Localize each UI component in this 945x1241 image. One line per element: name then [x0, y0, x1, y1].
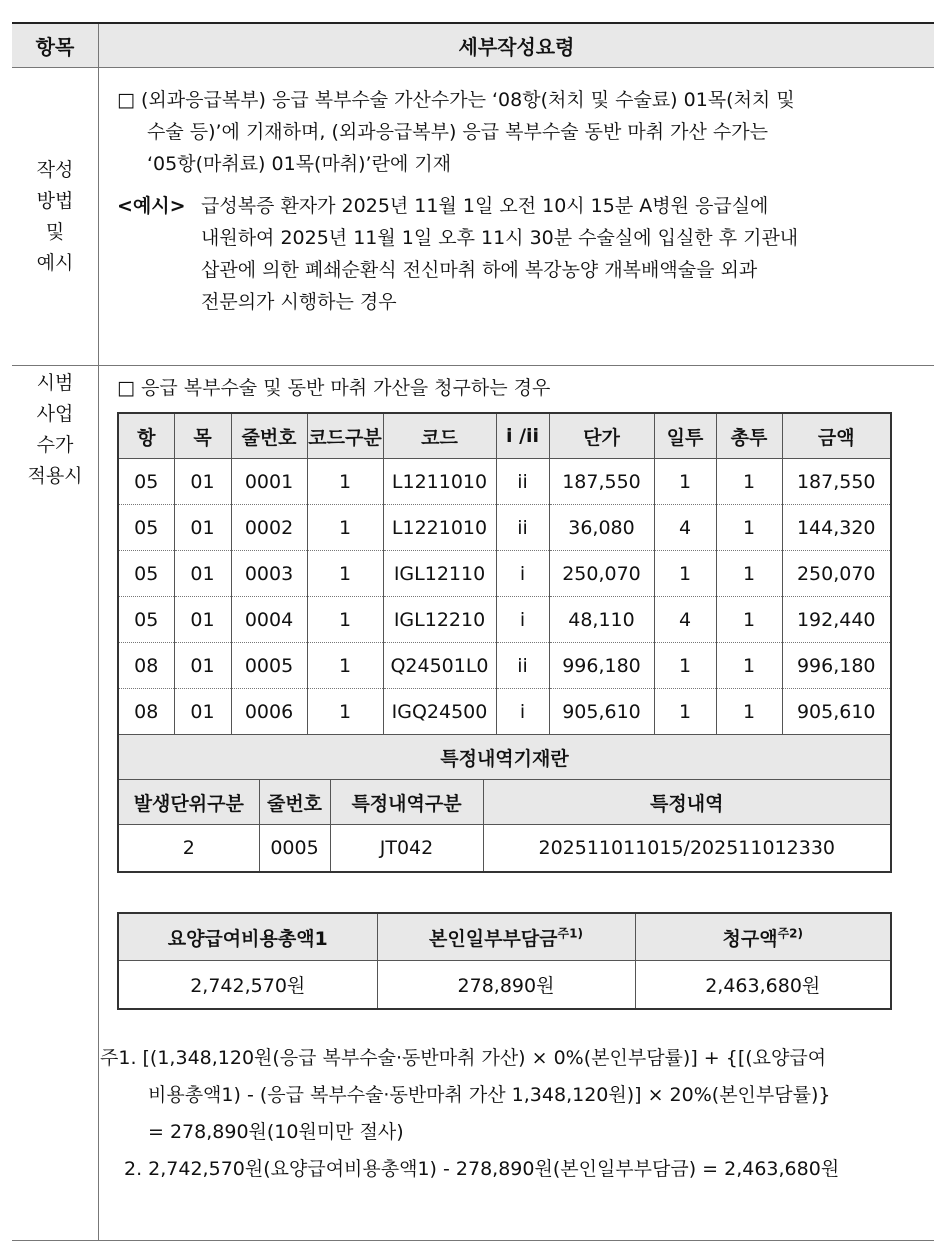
table-cell: 250,070 [549, 551, 654, 597]
example-block [99, 180, 934, 318]
table-cell: 2 [118, 825, 259, 873]
table-cell: L1211010 [383, 459, 496, 505]
table-cell: 01 [174, 643, 231, 689]
table-cell: 1 [716, 597, 782, 643]
table-cell: 1 [716, 505, 782, 551]
table-cell: 905,610 [549, 689, 654, 736]
table-cell: 0002 [231, 505, 307, 551]
table-header-row [118, 913, 891, 961]
example-line: 급성복증 환자가 2025년 11월 1일 오전 10시 15분 A병원 응급실에 [201, 195, 769, 217]
table-cell: 1 [307, 689, 383, 736]
table-cell: Q24501L0 [383, 643, 496, 689]
table-cell: 36,080 [549, 505, 654, 551]
table-cell: 05 [118, 505, 174, 551]
table-row [118, 505, 891, 551]
table-cell: 08 [118, 643, 174, 689]
table-cell: ii [496, 643, 549, 689]
header-details: 세부작성요령 [458, 35, 575, 59]
table-cell: 187,550 [549, 459, 654, 505]
example-line: 전문의가 시행하는 경우 [201, 291, 397, 313]
column-header: 단가 [549, 413, 654, 459]
table-cell: i [496, 551, 549, 597]
column-header: i /ii [496, 413, 549, 459]
column-header: 줄번호 [231, 413, 307, 459]
table-cell: 1 [716, 689, 782, 736]
table-row [118, 459, 891, 505]
note-line: 비용총액1) - (응급 복부수술·동반마취 가산 1,348,120원)] × 20%(본인부담률)} [148, 1084, 831, 1106]
table-cell: 08 [118, 689, 174, 736]
label-line: 적용시 [27, 465, 83, 487]
claim-amount: 2,463,680원 [635, 961, 891, 1010]
table-cell: 187,550 [782, 459, 891, 505]
column-header: 항 [118, 413, 174, 459]
table-cell: IGL12110 [383, 551, 496, 597]
special-details-table [117, 734, 892, 873]
table-cell: 1 [307, 551, 383, 597]
table-cell: 996,180 [549, 643, 654, 689]
table-cell: 144,320 [782, 505, 891, 551]
table-cell: IGL12210 [383, 597, 496, 643]
claim-lines-table [117, 412, 892, 736]
column-header: 코드 [383, 413, 496, 459]
note-line: 2. 2,742,570원(요양급여비용총액1) - 278,890원(본인일부부담금) = 2,463,680원 [124, 1158, 840, 1180]
column-header: 특정내역 [483, 780, 891, 825]
table-row [118, 961, 891, 1010]
table-cell: ii [496, 505, 549, 551]
table-cell: ii [496, 459, 549, 505]
claim-lines-body [118, 459, 891, 736]
copay-amount: 278,890원 [377, 961, 635, 1010]
table-row [118, 597, 891, 643]
column-header: 금액 [782, 413, 891, 459]
table-row [118, 643, 891, 689]
note-line: = 278,890원(10원미만 절사) [148, 1121, 404, 1143]
table-row [118, 689, 891, 736]
column-header: 발생단위구분 [118, 780, 259, 825]
column-header: 청구액$^{주2)}$ [635, 913, 891, 961]
label-line: 수가 [36, 434, 74, 456]
table-cell: 1 [307, 459, 383, 505]
table-header-row [118, 780, 891, 825]
column-header: 줄번호 [259, 780, 330, 825]
table-cell: 1 [716, 643, 782, 689]
table-header-row [118, 413, 891, 459]
table-cell: 996,180 [782, 643, 891, 689]
label-line: 및 [45, 220, 65, 243]
example-line: 내원하여 2025년 11월 1일 오후 11시 30분 수술실에 입실한 후 기관내 [201, 227, 799, 249]
example-tag: <예시> [117, 195, 186, 217]
table-header [12, 22, 934, 68]
table-cell: 1 [716, 459, 782, 505]
column-header: 요양급여비용총액1 [118, 913, 377, 961]
column-header: 본인일부부담금$^{주1)}$ [377, 913, 635, 961]
column-header: 코드구분 [307, 413, 383, 459]
table-cell: 1 [654, 459, 716, 505]
table-cell: 0004 [231, 597, 307, 643]
table-cell: 01 [174, 505, 231, 551]
table-cell: JT042 [330, 825, 483, 873]
column-header: 일투 [654, 413, 716, 459]
label-line: 방법 [36, 189, 74, 212]
table-cell: 192,440 [782, 597, 891, 643]
section1-label [12, 68, 99, 365]
table-cell: 1 [654, 643, 716, 689]
table-cell: 01 [174, 597, 231, 643]
column-header: 목 [174, 413, 231, 459]
table-cell: 4 [654, 597, 716, 643]
label-line: 시범 [36, 372, 74, 394]
table-cell: 1 [307, 643, 383, 689]
footnote-marker: 주2) [777, 926, 803, 941]
table-cell: 0006 [231, 689, 307, 736]
table-cell: 0001 [231, 459, 307, 505]
column-header: 특정내역구분 [330, 780, 483, 825]
table-cell: 1 [716, 551, 782, 597]
table-cell: 4 [654, 505, 716, 551]
header-item: 항목 [12, 24, 99, 67]
table-cell: 05 [118, 597, 174, 643]
table-row [118, 551, 891, 597]
table-cell: 1 [307, 597, 383, 643]
table-cell: 01 [174, 551, 231, 597]
table-cell: 1 [654, 551, 716, 597]
table-cell: 05 [118, 459, 174, 505]
paragraph-line: 수술 등)’에 기재하며, (외과응급복부) 응급 복부수술 동반 마취 가산 수가는 [147, 121, 768, 143]
example-body [201, 190, 798, 318]
table-cell: 01 [174, 459, 231, 505]
table-cell: L1221010 [383, 505, 496, 551]
table-cell: 1 [307, 505, 383, 551]
table-cell: 905,610 [782, 689, 891, 736]
section1-content [99, 68, 934, 365]
section2-label [12, 366, 99, 1240]
table-row [118, 825, 891, 873]
table-cell: IGQ24500 [383, 689, 496, 736]
paragraph-line: □ (외과응급복부) 응급 복부수술 가산수가는 ‘08항(처치 및 수술료) 01목(처치 및 [117, 89, 795, 111]
note-line: 주1. [(1,348,120원(응급 복부수술·동반마취 가산) × 0%(본인부담률)] + {[(요양급여 [100, 1047, 827, 1069]
table-cell: 01 [174, 689, 231, 736]
table-cell: 1 [654, 689, 716, 736]
total-amount: 2,742,570원 [118, 961, 377, 1010]
footnotes [100, 1040, 920, 1188]
table-cell: 48,110 [549, 597, 654, 643]
table-cell: i [496, 689, 549, 736]
table-cell: 05 [118, 551, 174, 597]
instruction-paragraph [99, 68, 934, 180]
section-method-example [12, 68, 934, 366]
label-line: 사업 [36, 403, 74, 425]
amount-summary-table [117, 912, 892, 1010]
table-cell: 0003 [231, 551, 307, 597]
label-line: 예시 [36, 251, 74, 274]
special-details-title: 특정내역기재란 [118, 735, 891, 780]
table-cell: i [496, 597, 549, 643]
table-cell: 202511011015/202511012330 [483, 825, 891, 873]
paragraph-line: ‘05항(마취료) 01목(마취)’란에 기재 [147, 153, 452, 175]
example-line: 삽관에 의한 폐쇄순환식 전신마취 하에 복강농양 개복배액술을 외과 [201, 259, 758, 281]
footnote-marker: 주1) [557, 926, 583, 941]
label-line: 작성 [36, 158, 74, 181]
table-cell: 0005 [259, 825, 330, 873]
table-cell: 0005 [231, 643, 307, 689]
section2-heading: □ 응급 복부수술 및 동반 마취 가산을 청구하는 경우 [117, 377, 551, 399]
column-header: 총투 [716, 413, 782, 459]
table-cell: 250,070 [782, 551, 891, 597]
